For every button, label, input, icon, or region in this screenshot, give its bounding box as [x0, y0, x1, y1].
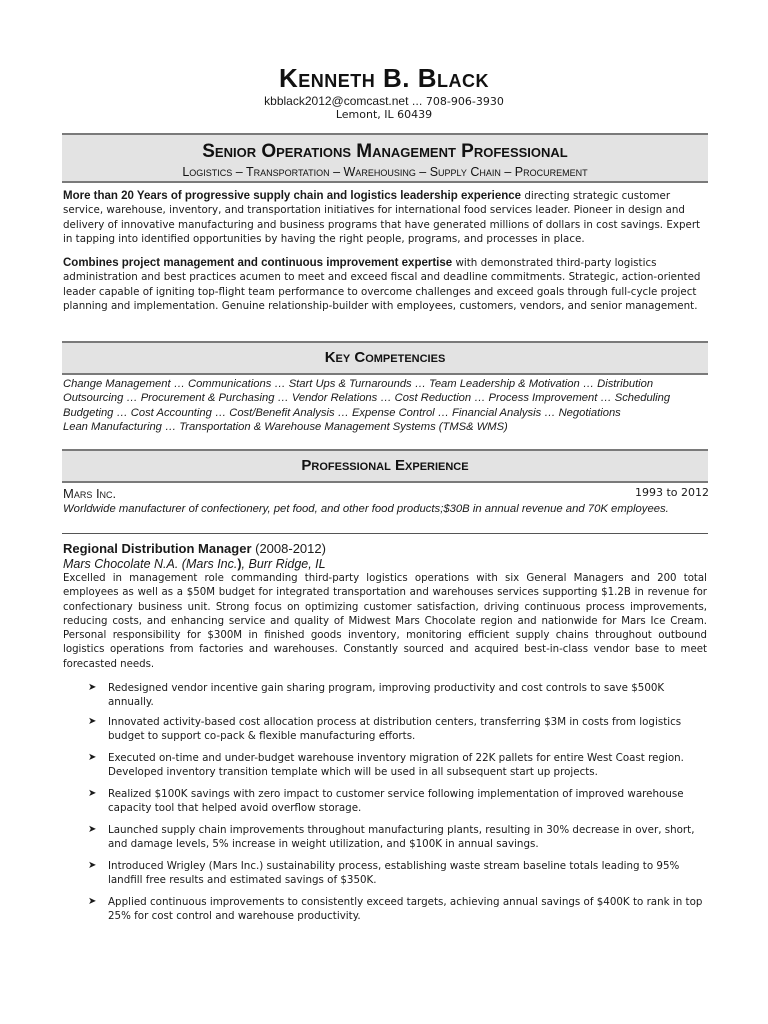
role-name: Regional Distribution Manager [63, 541, 252, 556]
employment-dates: 1993 to 2012 [634, 486, 709, 499]
candidate-name: Kenneth B. Black [279, 63, 489, 93]
arrow-bullet-icon: ➤ [88, 896, 97, 907]
competencies-line: Budgeting … Cost Accounting … Cost/Benefit Analysis … Expense Control … Financial Analysis … Negotiations [63, 406, 621, 419]
section-heading-key-competencies: Key Competencies [62, 341, 708, 375]
competencies-line: Lean Manufacturing … Transportation & Warehouse Management Systems (TMS& WMS) [63, 420, 508, 433]
role-division-close: ) [237, 557, 242, 571]
arrow-bullet-icon: ➤ [88, 788, 97, 799]
company-row [63, 486, 709, 502]
competencies-line: Change Management … Communications … Start Ups & Turnarounds … Team Leadership & Motivation … Distribution [63, 378, 654, 390]
company-name: Mars Inc. [63, 486, 117, 501]
email-link[interactable]: kbblack2012@comcast.net [264, 94, 409, 108]
role-division: Mars Chocolate N.A. (Mars Inc. [63, 557, 238, 571]
achievement-text: Executed on-time and under-budget warehouse inventory migration of 22K pallets for entire West Coast region. Developed inventory transition template which will be used in all subsequent start up projects. [108, 752, 684, 779]
summary-text-2: with demonstrated third-party logistics administration and best practices acumen to meet and exceed fiscal and deadline commitments. Strategic, action-oriented leader capable of igniting top-flight team performance to overcome challenges and exceed goals through full-cycle project planning and implementation. Genuine relationship-builder with employees, customers, vendors, and senior management. [63, 257, 701, 312]
summary-lead-2: Combines project management and continuous improvement expertise [63, 257, 453, 269]
summary-paragraph-1 [63, 189, 709, 246]
arrow-bullet-icon: ➤ [88, 682, 97, 693]
competencies-list [63, 377, 709, 434]
headline-title: Senior Operations Management Professional [202, 141, 568, 162]
role-location [63, 557, 326, 571]
headline-subtitle: Logistics – Transportation – Warehousing – Supply Chain – Procurement [182, 165, 588, 179]
contact-line [0, 94, 768, 108]
location: Lemont, IL 60439 [335, 108, 433, 121]
achievement-text: Innovated activity-based cost allocation process at distribution centers, transferring $3M in costs from logistics budget to support co-pack & flexible manufacturing efforts. [108, 716, 682, 743]
achievement-text: Redesigned vendor incentive gain sharing program, improving productivity and cost controls to save $500K annually. [108, 682, 665, 709]
achievement-text: Launched supply chain improvements throughout manufacturing plants, resulting in 30% decrease in over, short, and damage levels, 5% increase in weight utilization, and $100K in annual savings. [108, 824, 695, 851]
summary-text-1: directing strategic customer service, warehouse, inventory, and transportation initiatives for international food services leader. Pioneer in design and delivery of innovative manufacturing and business programs that have generated millions of dollars in cost savings. Expert in tapping into identified opportunities by having the right people, programs, and processes in place. [63, 190, 701, 245]
summary-paragraph-2 [63, 256, 709, 313]
achievement-text: Realized $100K savings with zero impact to customer service following implementation of improved warehouse capacity tool that helped avoid overflow storage. [108, 788, 684, 815]
arrow-bullet-icon: ➤ [88, 860, 97, 871]
headline-banner [62, 133, 708, 183]
section-heading-professional-experience: Professional Experience [62, 449, 708, 483]
role-title [63, 541, 326, 556]
company-description: Worldwide manufacturer of confectionery, pet food, and other food products;$30B in annual revenue and 70K employees. [63, 503, 669, 515]
section-divider [62, 533, 708, 534]
role-years: (2008-2012) [251, 541, 326, 556]
role-description: Excelled in management role commanding third-party logistics operations with six General Managers and 200 total employees as well as a $50M budget for integrated transportation and warehouses services supporting $1.2B in revenue for confectionary business unit. Strong focus on optimizing customer satisfaction, driving continuous process improvements, reducing costs, and enhancing service and quality of Midwest Mars Chocolate region and nationwide for Mars Ice Cream. Personal responsibility for $300M in finished goods inventory, monitoring efficient supply chains throughout outbound logistics operations from factories and warehouses. Constantly sourced and acquired best-in-class vendor base to meet forecasted needs. [63, 573, 707, 670]
summary-lead-1: More than 20 Years of progressive supply chain and logistics leadership experience [63, 190, 522, 202]
achievement-text: Introduced Wrigley (Mars Inc.) sustainability process, establishing waste stream baseline totals leading to 95% landfill free results and estimated savings of $350K. [108, 860, 680, 887]
arrow-bullet-icon: ➤ [88, 716, 97, 727]
achievement-text: Applied continuous improvements to consistently exceed targets, achieving annual savings of $400K to rank in top 25% for cost control and warehouse productivity. [108, 896, 703, 923]
arrow-bullet-icon: ➤ [88, 752, 97, 763]
phone-number: ... 708-906-3930 [411, 95, 504, 108]
competencies-line: Outsourcing … Procurement & Purchasing … Vendor Relations … Cost Reduction … Process Improvement … Scheduling [63, 392, 671, 405]
arrow-bullet-icon: ➤ [88, 824, 97, 835]
role-city: , Burr Ridge, IL [241, 557, 326, 571]
